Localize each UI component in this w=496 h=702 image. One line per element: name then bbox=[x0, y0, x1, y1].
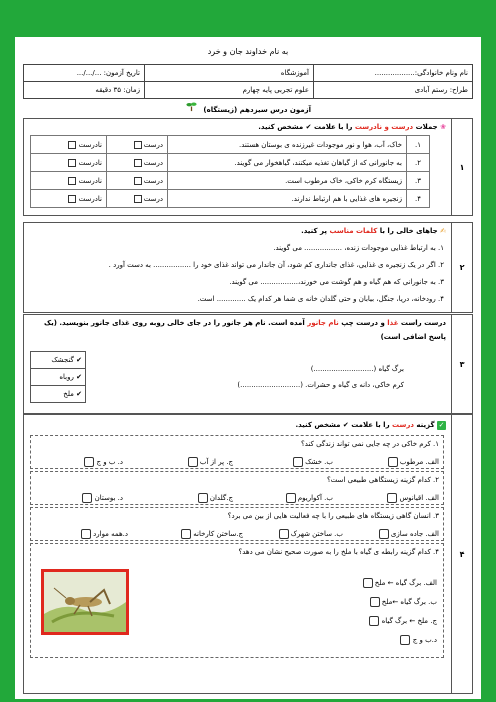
exam-header-table bbox=[23, 64, 473, 99]
instruction-text: جملات bbox=[413, 123, 438, 131]
false-option[interactable] bbox=[31, 136, 107, 154]
exam-title-row bbox=[186, 101, 311, 114]
mc-option[interactable] bbox=[385, 493, 439, 503]
true-false-table bbox=[30, 135, 430, 208]
question-2-instruction bbox=[301, 227, 446, 235]
check-icon: ✔ bbox=[76, 356, 82, 364]
false-label: نادرست bbox=[78, 194, 102, 203]
duration-label: زمان: ۳۵ دقیقه bbox=[24, 82, 145, 99]
school-field[interactable]: آموزشگاه bbox=[145, 65, 314, 82]
false-option[interactable] bbox=[31, 154, 107, 172]
tf-row bbox=[31, 190, 430, 208]
sprout-icon bbox=[186, 101, 197, 114]
false-checkbox[interactable] bbox=[68, 159, 76, 167]
true-label: درست bbox=[143, 176, 163, 185]
grasshopper-image bbox=[41, 569, 129, 635]
statement: خاک، آب، هوا و نور موجودات غیرزنده ی بوستان هستند. bbox=[168, 136, 407, 154]
mc-option[interactable] bbox=[386, 457, 439, 467]
option-label: الف. برگ گیاه ← ملخ bbox=[374, 579, 437, 587]
instruction-text: را با علامت ✔ مشخص کنید. bbox=[258, 123, 355, 131]
mc-option[interactable] bbox=[82, 457, 123, 467]
mc-question-title: ۴. کدام گزینه رابطه ی گیاه با ملخ را به صورت صحیح نشان می دهد؟ bbox=[238, 548, 439, 556]
mc-option[interactable] bbox=[361, 578, 437, 588]
true-option[interactable] bbox=[107, 136, 168, 154]
question-3-instruction-cont: پاسخ اضافی است) bbox=[380, 333, 446, 341]
statement: زیستگاه کرم خاکی، خاک مرطوب است. bbox=[168, 172, 407, 190]
mc-option[interactable] bbox=[367, 616, 437, 626]
fill-blank-item[interactable]: ۳. به جانورانی که هم گیاه و هم گوشت می خورند،................. می گویند. bbox=[229, 278, 444, 286]
exam-date-field[interactable]: تاریخ آزمون: .../.../... bbox=[24, 65, 145, 82]
true-option[interactable] bbox=[107, 190, 168, 208]
mc-option[interactable] bbox=[377, 529, 439, 539]
option-label: ب. خشک bbox=[305, 458, 333, 466]
row-number: ۱. bbox=[407, 136, 430, 154]
row-number: ۴. bbox=[407, 190, 430, 208]
green-check-icon: ✓ bbox=[438, 421, 445, 429]
instruction-text: جاهای خالی را با bbox=[377, 227, 438, 235]
question-1-instruction bbox=[258, 123, 446, 131]
option-label: د. بوستان bbox=[94, 494, 123, 502]
option-checkbox[interactable] bbox=[293, 457, 303, 467]
option-checkbox[interactable] bbox=[369, 616, 379, 626]
true-label: درست bbox=[143, 194, 163, 203]
question-number: ۴ bbox=[451, 415, 472, 693]
option-label: د.همه موارد bbox=[93, 530, 128, 538]
question-number: ۳ bbox=[451, 315, 472, 413]
mc-question-title: ۱. کرم خاکی در چه جایی نمی تواند زندگی کند؟ bbox=[301, 440, 439, 448]
false-option[interactable] bbox=[31, 172, 107, 190]
option-checkbox[interactable] bbox=[387, 493, 397, 503]
animal-name bbox=[31, 386, 86, 403]
question-number: ۲ bbox=[451, 223, 472, 312]
option-checkbox[interactable] bbox=[181, 529, 191, 539]
instruction-text: درست راست bbox=[398, 319, 446, 327]
instruction-text: و درست چپ bbox=[338, 319, 388, 327]
mc-question bbox=[30, 507, 444, 541]
instruction-text: را با علامت ✔ مشخص کنید. bbox=[295, 421, 393, 429]
mc-question bbox=[30, 435, 444, 469]
false-checkbox[interactable] bbox=[68, 195, 76, 203]
check-icon: ✔ bbox=[76, 373, 82, 381]
question-2-section bbox=[23, 222, 473, 313]
instruction-highlight: کلمات مناسب bbox=[329, 227, 378, 235]
instruction-text: آمده است. نام هر جانور را در جای خالی روبه روی غذای جانور بنویسید. (یک bbox=[43, 319, 308, 327]
option-label: الف. مرطوب bbox=[399, 458, 439, 466]
option-label: ج.ساختن کارخانه bbox=[193, 530, 243, 538]
mc-option[interactable] bbox=[179, 529, 243, 539]
question-3-instruction bbox=[44, 319, 446, 327]
option-checkbox[interactable] bbox=[198, 493, 208, 503]
option-label: ج. ملخ ← برگ گیاه bbox=[381, 617, 437, 625]
mc-option[interactable] bbox=[79, 529, 128, 539]
option-label: د.ب و ج bbox=[412, 636, 437, 644]
option-checkbox[interactable] bbox=[388, 457, 398, 467]
true-label: درست bbox=[143, 158, 163, 167]
fill-blank-item[interactable]: ۲. اگر در یک زنجیره ی غذایی، غذای جانداری کم شود، آن جاندار می تواند غذای خود را ................. به دست آورد . bbox=[108, 261, 444, 269]
option-label: ج.گلدان bbox=[209, 494, 233, 502]
animal-label: روباه bbox=[59, 373, 74, 381]
false-label: نادرست bbox=[78, 140, 102, 149]
question-4-instruction bbox=[295, 421, 446, 430]
instruction-text: گزینه bbox=[413, 421, 435, 429]
animal-label: گنجشک bbox=[51, 356, 74, 364]
option-label: ب. برگ گیاه ←ملخ bbox=[381, 598, 437, 606]
mc-question bbox=[30, 471, 444, 505]
option-checkbox[interactable] bbox=[363, 578, 373, 588]
question-number: ۱ bbox=[451, 119, 472, 215]
false-checkbox[interactable] bbox=[68, 177, 76, 185]
animal-names-table bbox=[30, 351, 86, 403]
option-checkbox[interactable] bbox=[370, 597, 380, 607]
designer-label: طراح: رستم آبادی bbox=[314, 82, 473, 99]
true-option[interactable] bbox=[107, 154, 168, 172]
mc-option[interactable] bbox=[277, 529, 344, 539]
instruction-highlight: غذا bbox=[387, 319, 399, 327]
tf-row bbox=[31, 154, 430, 172]
instruction-text: پر کنید. bbox=[301, 227, 330, 235]
statement: به جانورانی که از گیاهان تغذیه میکنند، گیاهخوار می گویند. bbox=[168, 154, 407, 172]
false-option[interactable] bbox=[31, 190, 107, 208]
true-checkbox[interactable] bbox=[134, 195, 142, 203]
false-checkbox[interactable] bbox=[68, 141, 76, 149]
instruction-highlight: درست bbox=[392, 421, 414, 429]
food-item[interactable]: کرم خاکی، دانه ی گیاه و حشرات. (...........................) bbox=[237, 381, 404, 389]
student-name-field[interactable]: نام ونام خانوادگی:.................. bbox=[314, 65, 473, 82]
true-option[interactable] bbox=[107, 172, 168, 190]
mc-question bbox=[30, 543, 444, 658]
mc-option[interactable] bbox=[398, 635, 437, 645]
option-checkbox[interactable] bbox=[279, 529, 289, 539]
mc-question-title: ۳. انسان گاهی زیستگاه های طبیعی را با چه فعالیت هایی از بین می برد؟ bbox=[227, 512, 439, 520]
false-label: نادرست bbox=[78, 158, 102, 167]
statement: زنجیره های غذایی با هم ارتباط ندارند. bbox=[168, 190, 407, 208]
mc-option[interactable] bbox=[284, 493, 333, 503]
tf-row bbox=[31, 172, 430, 190]
fill-blank-item[interactable]: ۴. رودخانه، دریا، جنگل، بیابان و حتی گلدان خانه ی شما هر کدام یک ............. است. bbox=[197, 295, 444, 303]
mc-option[interactable] bbox=[368, 597, 438, 607]
option-checkbox[interactable] bbox=[82, 493, 92, 503]
basmala: به نام خداوند جان و خرد bbox=[207, 47, 289, 56]
row-number: ۳. bbox=[407, 172, 430, 190]
mc-option[interactable] bbox=[196, 493, 233, 503]
option-label: ج. پر از آب bbox=[199, 458, 233, 466]
subject-label: علوم تجربی پایه چهارم bbox=[145, 82, 314, 99]
question-3-section bbox=[23, 314, 473, 414]
row-number: ۲. bbox=[407, 154, 430, 172]
false-label: نادرست bbox=[78, 176, 102, 185]
question-4-section bbox=[23, 414, 473, 694]
true-checkbox[interactable] bbox=[134, 177, 142, 185]
option-checkbox[interactable] bbox=[84, 457, 94, 467]
option-checkbox[interactable] bbox=[379, 529, 389, 539]
mc-option[interactable] bbox=[291, 457, 333, 467]
option-checkbox[interactable] bbox=[81, 529, 91, 539]
mc-question-title: ۲. کدام گزینه زیستگاهی طبیعی است؟ bbox=[326, 476, 439, 484]
option-label: الف. جاده سازی bbox=[390, 530, 439, 538]
option-label: ب. آکواریوم bbox=[297, 494, 333, 502]
mc-option[interactable] bbox=[186, 457, 233, 467]
instruction-highlight: درست و نادرست bbox=[354, 123, 414, 131]
animal-name bbox=[31, 352, 86, 369]
fill-blank-item[interactable]: ۱. به ارتباط غذایی موجودات زنده، ................. می گویند. bbox=[273, 244, 444, 252]
true-checkbox[interactable] bbox=[134, 141, 142, 149]
option-checkbox[interactable] bbox=[286, 493, 296, 503]
option-label: د. ب و ج bbox=[96, 458, 123, 466]
tf-row bbox=[31, 136, 430, 154]
true-label: درست bbox=[143, 140, 163, 149]
option-label: الف. اقیانوس bbox=[399, 494, 439, 502]
exam-title: آزمون درس سیزدهم (زیستگاه) bbox=[203, 106, 311, 114]
mc-option[interactable] bbox=[80, 493, 123, 503]
brain-icon: ❀ bbox=[440, 123, 446, 131]
animal-label: ملخ bbox=[63, 390, 74, 398]
option-checkbox[interactable] bbox=[188, 457, 198, 467]
true-checkbox[interactable] bbox=[134, 159, 142, 167]
question-1-section bbox=[23, 118, 473, 216]
option-checkbox[interactable] bbox=[400, 635, 410, 645]
check-icon: ✔ bbox=[76, 390, 82, 398]
exam-sheet bbox=[15, 37, 481, 699]
instruction-highlight: نام جانور bbox=[307, 319, 339, 327]
animal-name bbox=[31, 369, 86, 386]
pencil-hand-icon: ✍ bbox=[440, 227, 446, 235]
food-item[interactable]: برگ گیاه (...........................) bbox=[310, 365, 404, 373]
option-label: ب. ساختن شهرک bbox=[290, 530, 343, 538]
